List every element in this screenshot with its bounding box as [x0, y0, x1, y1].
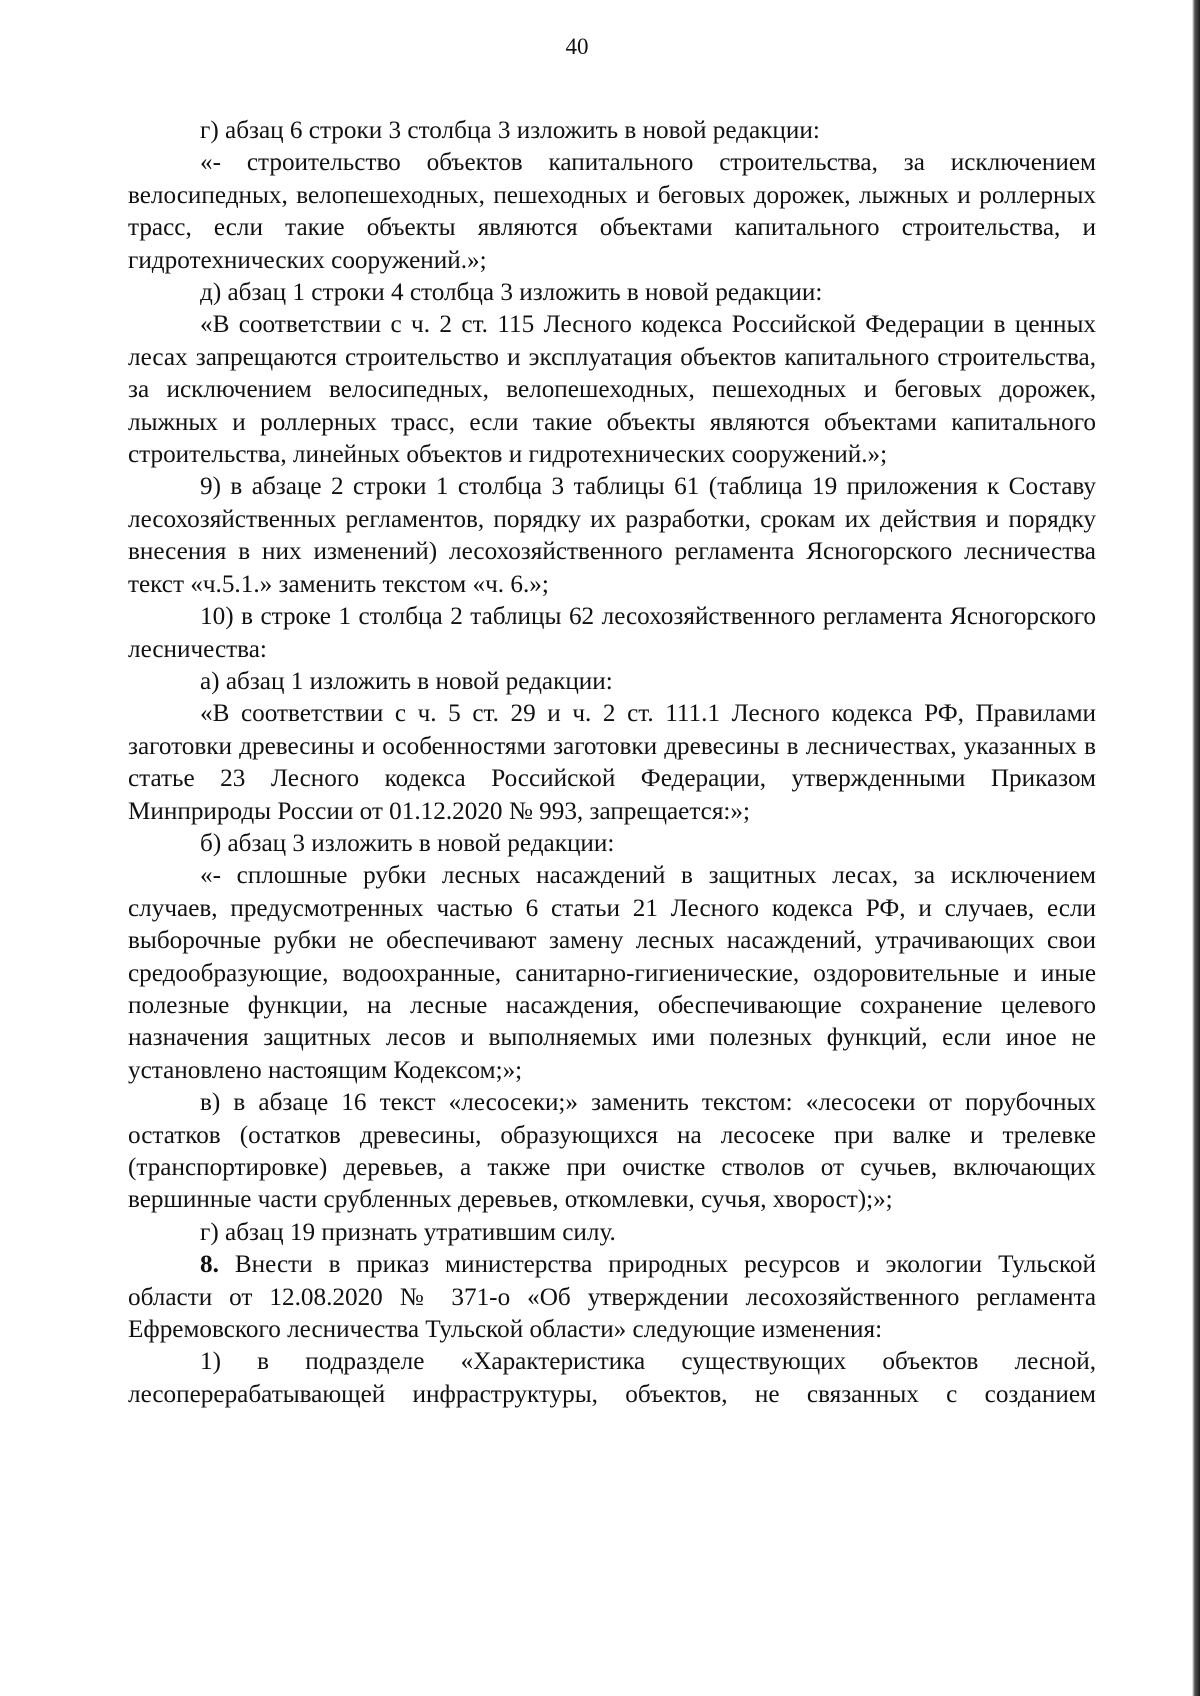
paragraph: г) абзац 19 признать утратившим силу. [200, 1218, 616, 1246]
paragraph: «В соответствии с ч. 2 ст. 115 Лесного кодекса Российской Федерации в ценных лесах запрещаются строительство и эксплуатация объектов капитального строительства, за исключением велосипедных, велопешеходных, пешеходных и беговых дорожек, лыжных и роллерных трасс, если такие объекты являются объектами капитального строительства, линейных объектов и гидротехнических сооружений.»; [128, 311, 1096, 469]
scan-edge [1192, 0, 1200, 1696]
page-number: 40 [565, 34, 589, 59]
paragraph: «- сплошные рубки лесных насаждений в защитных лесах, за исключением случаев, предусмотренных частью 6 статьи 21 Лесного кодекса РФ, и случаев, если выборочные рубки не обеспечивают замену лесных насаждений, утрачивающих свои средообразующие, водоохранные, санитарно-гигиенические, оздоровительные и иные полезные функции, на лесные насаждения, обеспечивающие сохранение целевого назначения защитных лесов и выполняемых ими полезных функций, если иное не установлено настоящим Кодексом;»; [128, 862, 1096, 1084]
paragraph: д) абзац 1 строки 4 столбца 3 изложить в новой редакции: [200, 279, 823, 307]
document-body [128, 115, 1096, 1411]
paragraph: 1) в подразделе «Характеристика существующих объектов лесной, лесоперерабатывающей инфраструктуры, объектов, не связанных с созданием [128, 1348, 1096, 1408]
paragraph: г) абзац 6 строки 3 столбца 3 изложить в новой редакции: [200, 117, 820, 144]
paragraph: 9) в абзаце 2 строки 1 столбца 3 таблицы 61 (таблица 19 приложения к Составу лесохозяйственных регламентов, порядку их разработки, срокам их действия и порядку внесения в них изменений) лесохозяйственного регламента Ясногорского лесничества текст «ч.5.1.» заменить текстом «ч. 6.»; [128, 473, 1096, 598]
section-text: Внести в приказ министерства природных ресурсов и экологии Тульской области от 12.08.2020 № 371-о «Об утверждении лесохозяйственного регламента Ефремовского лесничества Тульской области» следующие изменения: [128, 1251, 1096, 1344]
paragraph: 10) в строке 1 столбца 2 таблицы 62 лесохозяйственного регламента Ясногорского лесничества: [128, 603, 1096, 663]
paragraph: в) в абзаце 16 текст «лесосеки;» заменить текстом: «лесосеки от порубочных остатков (остатков древесины, образующихся на лесосеке при валке и трелевке (транспортировке) деревьев, а также при очистке стволов от сучьев, включающих вершинные части срубленных деревьев, откомлевки, сучья, хворост);»; [128, 1089, 1096, 1214]
section-paragraph [128, 1249, 1096, 1346]
paragraph: «- строительство объектов капитального строительства, за исключением велосипедных, велопешеходных, пешеходных и беговых дорожек, лыжных и роллерных трасс, если такие объекты являются объектами капитального строительства, и гидротехнических сооружений.»; [128, 149, 1096, 274]
section-number: 8. [200, 1251, 219, 1279]
paragraph: а) абзац 1 изложить в новой редакции: [200, 667, 613, 695]
paragraph: «В соответствии с ч. 5 ст. 29 и ч. 2 ст. 111.1 Лесного кодекса РФ, Правилами заготовки древесины и особенностями заготовки древесины в лесничествах, указанных в статье 23 Лесного кодекса Российской Федерации, утвержденными Приказом Минприроды России от 01.12.2020 № 993, запрещается:»; [128, 700, 1096, 825]
paragraph: б) абзац 3 изложить в новой редакции: [200, 829, 615, 857]
